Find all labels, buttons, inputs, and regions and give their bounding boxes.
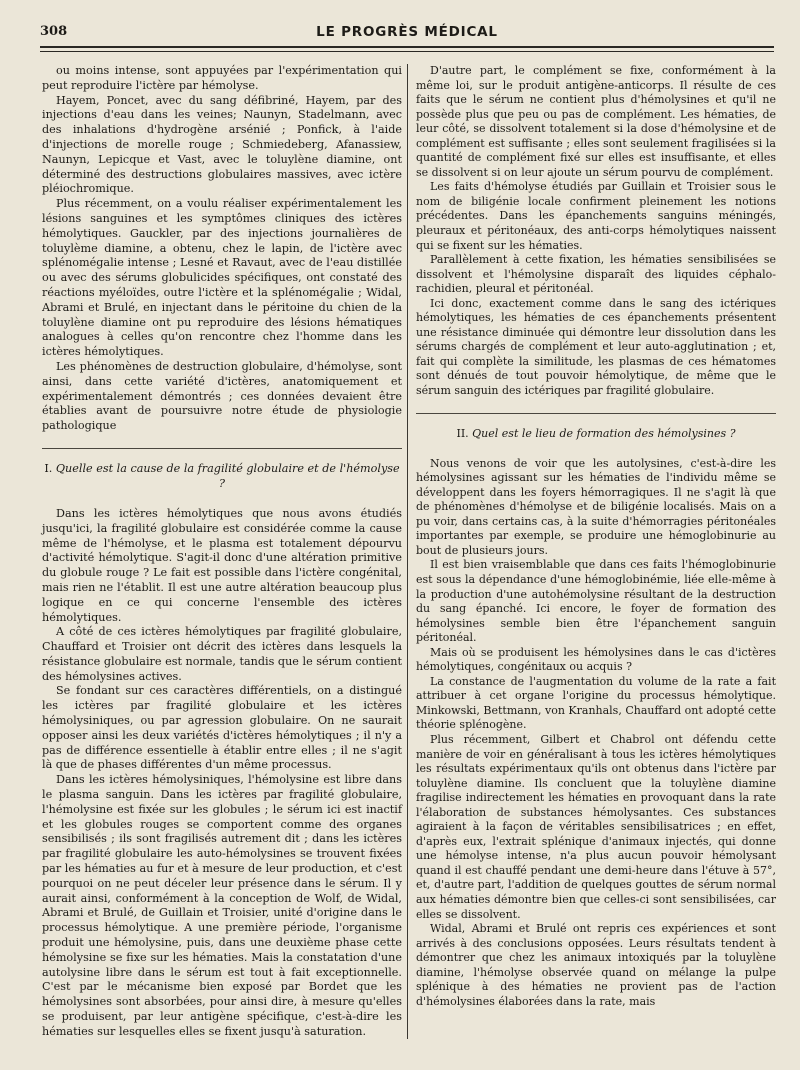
paragraph: Il est bien vraisemblable que dans ces faits l'hémoglobinurie est sous la dépendance d'une hémoglobinémie, liée elle-même à la production d'une autohémolysine résultant de la destruction du sang épanché. Ici encore, le foyer de formation des hémolysines semble bien être l'épanchement sanguin péritonéal. — [416, 558, 776, 645]
paragraph: A côté de ces ictères hémolytiques par fragilité globulaire, Chauffard et Troisier ont décrit des ictères dans lesquels la résistance globulaire est normale, tandis que le sérum contient des hémolysines actives. — [42, 625, 402, 683]
left-intro — [42, 64, 402, 434]
paragraph: Plus récemment, Gilbert et Chabrol ont défendu cette manière de voir en généralisant à tous les ictères hémolytiques les résultats expérimentaux qu'ils ont obtenus dans l'ictère par toluylène diamine. Ils concluent que la toluylène diamine fragilise indirectement les hématies en provoquant dans la rate l'élaboration de substances hémolysantes. Ces substances agiraient à la façon de véritables sensibilisatrices ; en effet, d'après eux, l'extrait splénique d'animaux injectés, qui donne une hémolyse intense, n'a plus aucun pouvoir hémolysant quand il est chauffé pendant une demi-heure dans l'étuve à 57°, et, d'autre part, l'addition de quelques gouttes de sérum normal aux hématies démontre bien que celles-ci sont sensibilisées, car elles se dissolvent. — [416, 732, 776, 921]
left-column — [42, 64, 402, 1040]
paragraph: Widal, Abrami et Brulé ont repris ces expériences et sont arrivés à des conclusions opposées. Leurs résultats tendent à démontrer que chez les animaux intoxiqués par la toluylène diamine, l'hémolyse observée quand on mélange la pulpe splénique à des hématies ne provient pas de l'action d'hémolysines élaborées dans la rate, mais — [416, 922, 776, 1008]
paragraph: Les faits d'hémolyse étudiés par Guillain et Troisier sous le nom de biligénie locale confirment pleinement les notions précédentes. Dans les épanchements sanguins méningés, pleuraux et péritonéaux, des anti-corps hémolytiques naissent qui se fixent sur les hématies. — [416, 180, 776, 252]
section-separator — [42, 448, 402, 449]
header-rule-thin — [40, 51, 774, 52]
paragraph: Dans les ictères hémolytiques que nous avons étudiés jusqu'ici, la fragilité globulaire est considérée comme la cause même de l'hémolyse, et le plasma est totalement dépourvu d'activité hémolytique. S'agit-il donc d'une altération primitive du globule rouge ? Le fait est possible dans l'ictère congénital, mais rien ne l'établit. Il est une autre altération beaucoup plus logique en ce qui concerne l'ensemble des ictères hémolytiques. — [42, 506, 402, 624]
paragraph: Mais où se produisent les hémolysines dans le cas d'ictères hémolytiques, congénitaux ou acquis ? — [416, 645, 776, 674]
section-number: I. — [44, 461, 53, 475]
section-number: II. — [456, 426, 469, 440]
right-intro — [416, 64, 776, 399]
paragraph: Plus récemment, on a voulu réaliser expérimentalement les lésions sanguines et les symptômes cliniques des ictères hémolytiques. Gauckler, par des injections journalières de toluylème diamine, a obtenu, chez le lapin, de l'ictère avec splénomégalie intense ; Lesné et Ravaut, avec de l'eau distillée ou avec des sérums globulicides spécifiques, ont constaté des réactions myéloïdes, outre l'ictère et la splénomégalie ; Widal, Abrami et Brulé, en injectant dans le péritoine du chien de la toluylène diamine ont pu reproduire des lésions hématiques analogues à celles qu'on rencontre chez l'homme dans les ictères hémolytiques. — [42, 197, 402, 359]
section-title: Quelle est la cause de la fragilité globulaire et de l'hémolyse ? — [55, 461, 400, 490]
right-body — [416, 457, 776, 1010]
paragraph: Parallèlement à cette fixation, les hématies sensibilisées se dissolvent et l'hémolysine disparaît des liquides céphalo-rachidien, pleural et péritonéal. — [416, 253, 776, 296]
paragraph: Dans les ictères hémolysiniques, l'hémolysine est libre dans le plasma sanguin. Dans les ictères par fragilité globulaire, l'hémolysine est fixée sur les globules ; le sérum ici est inactif et les globules rouges se comportent comme des organes sensibilisés ; ils sont fragilisés autrement dit ; dans les ictères par fragilité globulaire les auto-hémolysines se trouvent fixées par les hématies au fur et à mesure de leur production, et c'est pourquoi on ne peut déceler leur présence dans le sérum. Il y aurait ainsi, conformément à la conception de Wolf, de Widal, Abrami et Brulé, de Guillain et Troisier, unité d'origine dans le processus hémolytique. A une première période, l'organisme produit une hémolysine, puis, dans une deuxième phase cette hémolysine se fixe sur les hématies. Mais la constatation d'une autolysine libre dans le sérum est tout à fait exceptionnelle. C'est par le mécanisme bien exposé par Bordet que les hémolysines sont absorbées, pour ainsi dire, à mesure qu'elles se produisent, par leur antigène spécifique, c'est-à-dire les hématies sur lesquelles elles se fixent jusqu'à saturation. — [42, 773, 402, 1038]
paragraph: La constance de l'augmentation du volume de la rate a fait attribuer à cet organe l'origine du processus hémolytique. Minkowski, Bettmann, von Kranhals, Chauffard ont adopté cette théorie splénogène. — [416, 674, 776, 732]
left-body — [42, 507, 402, 1040]
section-separator — [416, 413, 776, 414]
header-rule-thick — [40, 46, 774, 48]
paragraph: Hayem, Poncet, avec du sang défibriné, Hayem, par des injections d'eau dans les veines; Naunyn, Stadelmann, avec des inhalations d'hydrogène arsénié ; Ponfick, à l'aide d'injections de morelle rouge ; Schmiedeberg, Afanassiew, Naunyn, Lepicque et Vast, avec le toluylène diamine, ont déterminé des destructions globulaires massives, avec ictère pléiochromique. — [42, 93, 402, 196]
paragraph: Nous venons de voir que les autolysines, c'est-à-dire les hémolysines agissant sur les hématies de l'individu même se développent dans les foyers hémorragiques. Il ne s'agit là que de phénomènes d'hémolyse et de biligénie localisés. Mais on a pu voir, dans certains cas, à la suite d'hémorragies péritonéales importantes par exemple, se produire une hémoglobinurie au bout de plusieurs jours. — [416, 456, 776, 557]
paragraph: Se fondant sur ces caractères différentiels, on a distingué les ictères par fragilité globulaire et les ictères hémolysiniques, ou par agression globulaire. On ne saurait opposer ainsi les deux variétés d'ictères hémolytiques ; il n'y a pas de différence essentielle à établir entre elles ; il ne s'agit là que de phases différentes d'un même processus. — [42, 684, 402, 772]
column-divider — [407, 64, 408, 1039]
page-header — [40, 24, 774, 46]
section-title: Quel est le lieu de formation des hémolysines ? — [472, 426, 736, 440]
journal-title: LE PROGRÈS MÉDICAL — [316, 24, 498, 40]
right-column — [416, 64, 776, 1009]
page-number: 308 — [40, 24, 68, 39]
paragraph: D'autre part, le complément se fixe, conformément à la même loi, sur le produit antigène-anticorps. Il résulte de ces faits que le sérum ne contient plus d'hémolysines et qu'il ne possède plus que peu ou pas de complément. Les hématies, de leur côté, se dissolvent totalement si la dose d'hémolysine et de complément est suffisante ; elles sont seulement fragilisées si la quantité de complément fixé sur elles est insuffisante, et elles se dissolvent si on leur ajoute un sérum pourvu de complément. — [416, 64, 776, 179]
paragraph: Les phénomènes de destruction globulaire, d'hémolyse, sont ainsi, dans cette variété d'ictères, anatomiquement et expérimentalement démontrés ; ces données devaient être établies avant de poursuivre notre étude de physiologie pathologique — [42, 359, 402, 433]
paragraph: ou moins intense, sont appuyées par l'expérimentation qui peut reproduire l'ictère par hémolyse. — [42, 64, 402, 92]
paragraph: Ici donc, exactement comme dans le sang des ictériques hémolytiques, les hématies de ces épanchements présentent une résistance diminuée qui démontre leur dissolution dans les sérums chargés de complément et leur auto-agglutination ; et, fait qui complète la similitude, les plasmas de ces hématomes sont dénués de tout pouvoir hémolytique, de même que le sérum sanguin des ictériques par fragilité globulaire. — [416, 296, 776, 398]
section-heading — [416, 426, 776, 441]
section-heading — [42, 461, 402, 491]
